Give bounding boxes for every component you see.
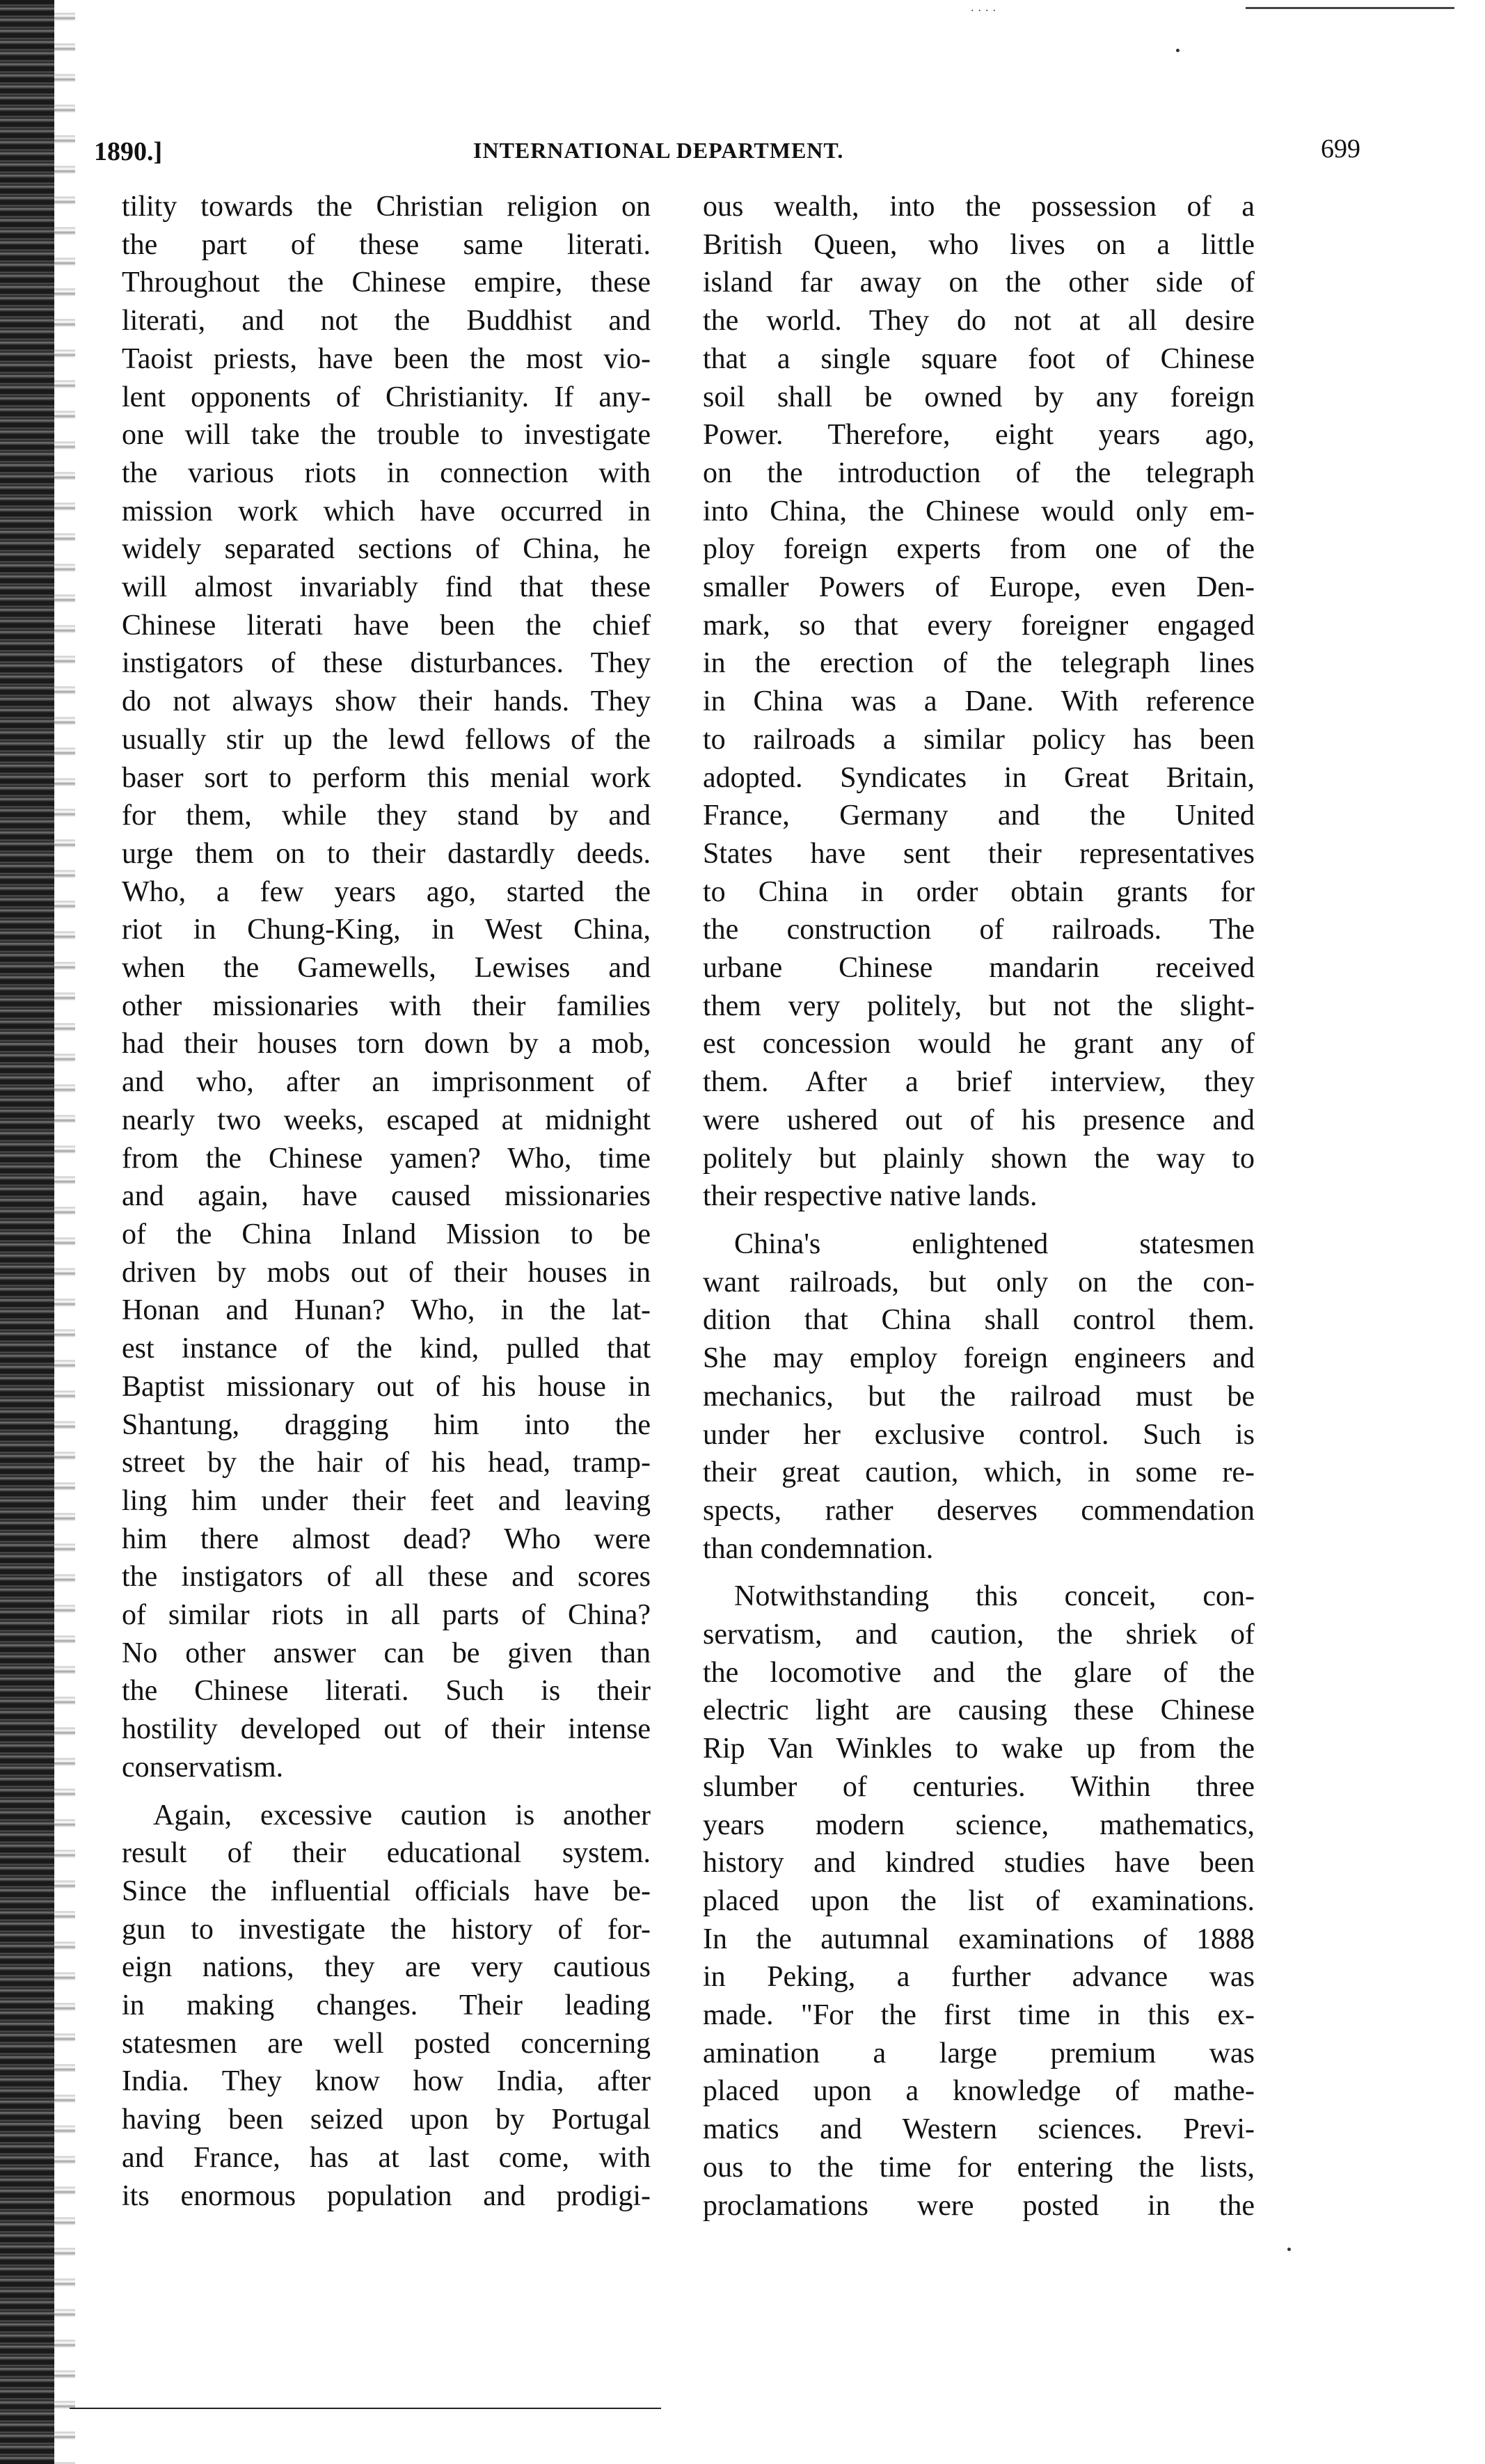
text-line: Who, a few years ago, started the [122,875,651,908]
text-line: tility towards the Christian religion on [122,191,651,223]
text-line: the various riots in connection with [122,456,651,489]
text-line: street by the hair of his head, tramp- [122,1447,651,1479]
text-line: Again, excessive caution is another [153,1799,651,1831]
text-line: riot in Chung-King, in West China, [122,914,651,946]
text-line: driven by mobs out of their houses in [122,1256,651,1289]
text-line: nearly two weeks, escaped at midnight [122,1104,651,1136]
text-line: them. After a brief interview, they [703,1066,1255,1099]
text-line: placed upon the list of examinations. [703,1884,1255,1917]
text-line: ploy foreign experts from one of the [703,533,1255,566]
text-line: adopted. Syndicates in Great Britain, [703,761,1255,794]
text-line: hostility developed out of their intense [122,1713,651,1746]
text-line: lent opponents of Christianity. If any- [122,381,651,413]
text-line: literati, and not the Buddhist and [122,305,651,337]
text-line: spects, rather deserves commendation [703,1494,1255,1527]
page-number: 699 [1321,134,1360,164]
text-line: Honan and Hunan? Who, in the lat- [122,1294,651,1327]
text-line: history and kindred studies have been [703,1847,1255,1879]
text-line: on the introduction of the telegraph [703,456,1255,489]
top-rule [1246,7,1454,9]
text-line: will almost invariably find that these [122,571,651,604]
text-line: under her exclusive control. Such is [703,1418,1255,1451]
text-line: usually stir up the lewd fellows of the [122,723,651,756]
text-line: of the China Inland Mission to be [122,1218,651,1250]
text-line: them very politely, but not the slight- [703,989,1255,1022]
text-line: and France, has at last come, with [122,2141,651,2174]
text-line: to railroads a similar policy has been [703,723,1255,756]
text-line: ling him under their feet and leaving [122,1484,651,1517]
text-line: do not always show their hands. They [122,685,651,718]
text-line: British Queen, who lives on a little [703,228,1255,261]
text-line: the locomotive and the glare of the [703,1656,1255,1689]
text-line: China's enlightened statesmen [734,1227,1255,1260]
text-line: urbane Chinese mandarin received [703,952,1255,985]
text-line: from the Chinese yamen? Who, time [122,1142,651,1175]
text-line: statesmen are well posted concerning [122,2027,651,2060]
top-dots: .... [971,0,1000,14]
text-line: in China was a Dane. With reference [703,685,1255,718]
text-line: had their houses torn down by a mob, [122,1028,651,1060]
text-line: ous to the time for entering the lists, [703,2151,1255,2184]
text-line: est instance of the kind, pulled that [122,1333,651,1365]
text-line: were ushered out of his presence and [703,1104,1255,1136]
text-line: of similar riots in all parts of China? [122,1599,651,1632]
text-line: to China in order obtain grants for [703,875,1255,908]
text-line: and who, after an imprisonment of [122,1066,651,1099]
text-line: soil shall be owned by any foreign [703,381,1255,413]
text-line: in making changes. Their leading [122,1989,651,2022]
text-line: matics and Western sciences. Previ- [703,2113,1255,2146]
text-line: Shantung, dragging him into the [122,1408,651,1441]
text-line: est concession would he grant any of [703,1028,1255,1060]
text-line: in the erection of the telegraph lines [703,647,1255,680]
text-line: eign nations, they are very cautious [122,1951,651,1984]
text-line: baser sort to perform this menial work [122,761,651,794]
text-line: mechanics, but the railroad must be [703,1380,1255,1413]
text-line: Power. Therefore, eight years ago, [703,419,1255,452]
text-line: and again, have caused missionaries [122,1180,651,1213]
text-line: mark, so that every foreigner engaged [703,609,1255,642]
speck [1176,49,1180,52]
text-line: Since the influential officials have be- [122,1875,651,1907]
text-line: Baptist missionary out of his house in [122,1370,651,1403]
text-line: States have sent their representatives [703,837,1255,870]
binding-shadow [54,0,75,2464]
text-line: want railroads, but only on the con- [703,1266,1255,1298]
text-line: urge them on to their dastardly deeds. [122,837,651,870]
text-line: slumber of centuries. Within three [703,1770,1255,1803]
text-line: other missionaries with their families [122,989,651,1022]
text-line: widely separated sections of China, he [122,533,651,566]
text-line: proclamations were posted in the [703,2189,1255,2222]
text-line: made. "For the first time in this ex- [703,1999,1255,2032]
text-line: one will take the trouble to investigate [122,419,651,452]
text-line: him there almost dead? Who were [122,1523,651,1555]
text-line: island far away on the other side of [703,267,1255,299]
text-line: the Chinese literati. Such is their [122,1675,651,1708]
text-line: amination a large premium was [703,2037,1255,2069]
text-line: India. They know how India, after [122,2065,651,2098]
text-line: In the autumnal examinations of 1888 [703,1923,1255,1955]
text-line: their great caution, which, in some re- [703,1456,1255,1489]
text-line: for them, while they stand by and [122,800,651,832]
text-line: Taoist priests, have been the most vio- [122,342,651,375]
bottom-rule [70,2408,661,2409]
text-line: the part of these same literati. [122,228,651,261]
header-year: 1890.] [94,137,163,166]
text-line: than condemnation. [703,1532,934,1565]
binding-edge [0,0,54,2464]
text-line: ous wealth, into the possession of a [703,191,1255,223]
text-line: having been seized upon by Portugal [122,2104,651,2136]
text-line: Rip Van Winkles to wake up from the [703,1733,1255,1765]
text-line: the construction of railroads. The [703,914,1255,946]
text-line: France, Germany and the United [703,800,1255,832]
text-line: Chinese literati have been the chief [122,609,651,642]
right-column [703,188,1255,2225]
text-line: years modern science, mathematics, [703,1809,1255,1841]
text-line: She may employ foreign engineers and [703,1342,1255,1375]
text-line: politely but plainly shown the way to [703,1142,1255,1175]
text-line: dition that China shall control them. [703,1304,1255,1337]
text-line: the world. They do not at all desire [703,305,1255,337]
text-line: Notwithstanding this conceit, con- [734,1580,1255,1613]
text-line: when the Gamewells, Lewises and [122,952,651,985]
text-line: the instigators of all these and scores [122,1561,651,1593]
text-line: gun to investigate the history of for- [122,1913,651,1946]
text-line: smaller Powers of Europe, even Den- [703,571,1255,604]
text-line: that a single square foot of Chinese [703,342,1255,375]
text-line: into China, the Chinese would only em- [703,495,1255,527]
text-line: conservatism. [122,1751,284,1783]
left-column [122,188,651,2215]
text-line: No other answer can be given than [122,1637,651,1669]
header-title: INTERNATIONAL DEPARTMENT. [473,138,844,163]
text-line: result of their educational system. [122,1837,651,1870]
text-line: in Peking, a further advance was [703,1961,1255,1994]
running-header [94,132,1360,174]
text-line: instigators of these disturbances. They [122,647,651,680]
text-line: placed upon a knowledge of mathe- [703,2075,1255,2108]
text-line: its enormous population and prodigi- [122,2179,651,2212]
speck [1287,2248,1291,2251]
text-line: their respective native lands. [703,1180,1038,1213]
text-line: electric light are causing these Chinese [703,1694,1255,1727]
text-line: Throughout the Chinese empire, these [122,267,651,299]
text-line: servatism, and caution, the shriek of [703,1619,1255,1651]
text-line: mission work which have occurred in [122,495,651,527]
